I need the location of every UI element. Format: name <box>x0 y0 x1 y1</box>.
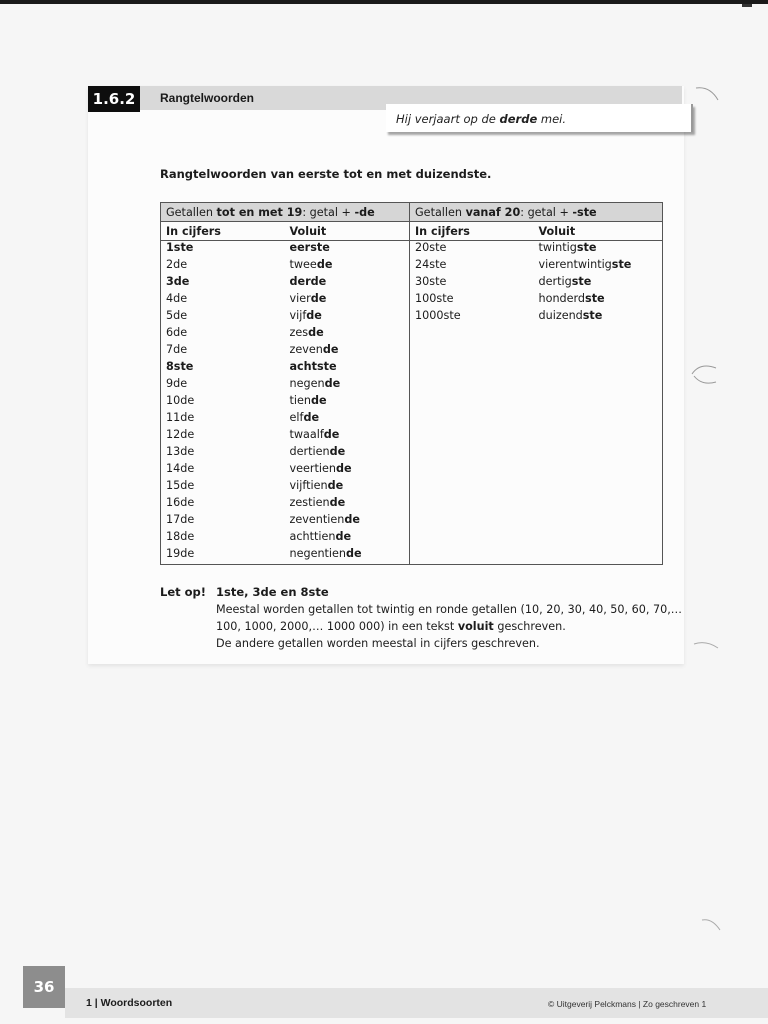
cell-word <box>285 530 410 547</box>
cell-word <box>285 411 410 428</box>
table-row <box>161 547 663 565</box>
group-left-suffix: -de <box>354 205 375 219</box>
word-stem: tien <box>289 394 311 407</box>
example-sentence <box>396 112 566 126</box>
table-row <box>161 292 663 309</box>
word-stem: dertien <box>289 445 330 458</box>
cell-word <box>285 513 410 530</box>
cell-number <box>161 411 285 428</box>
word-stem: twaalf <box>289 428 324 441</box>
cell-number <box>161 479 285 496</box>
table-row <box>161 377 663 394</box>
table-row <box>161 428 663 445</box>
word-suffix: de <box>306 309 322 322</box>
word-suffix: eerste <box>289 241 330 254</box>
cell-word <box>534 530 663 547</box>
scan-top-edge <box>0 0 768 4</box>
number-text: 1000ste <box>415 309 461 322</box>
note-line-2-post: geschreven. <box>493 620 566 633</box>
cell-number <box>161 360 285 377</box>
cell-number <box>161 496 285 513</box>
cell-number <box>410 377 534 394</box>
footer-credit: © Uitgeverij Pelckmans | Zo geschreven 1 <box>548 999 707 1009</box>
number-text: 9de <box>166 377 188 390</box>
scan-edge-mark <box>742 4 752 7</box>
table-row <box>161 394 663 411</box>
cell-number <box>410 530 534 547</box>
word-suffix: de <box>335 530 352 543</box>
number-text: 11de <box>166 411 195 424</box>
note-line-1: Meestal worden getallen tot twintig en ronde getallen (10, 20, 30, 40, 50, 60, 70,… <box>216 603 682 616</box>
word-stem: dertig <box>538 275 572 288</box>
word-stem: vijftien <box>289 479 328 492</box>
cell-word <box>534 479 663 496</box>
number-text: 17de <box>166 513 195 526</box>
word-suffix: ste <box>582 309 603 322</box>
cell-word <box>285 309 410 326</box>
cell-number <box>161 530 285 547</box>
table-row <box>161 462 663 479</box>
cell-number <box>410 445 534 462</box>
cell-number <box>410 241 534 259</box>
word-stem: elf <box>289 411 304 424</box>
word-stem: honderd <box>538 292 586 305</box>
word-suffix: achtste <box>289 360 337 373</box>
number-text: 10de <box>166 394 195 407</box>
group-right-post: : getal + <box>520 205 573 219</box>
binder-mark <box>700 914 730 934</box>
table-row <box>161 479 663 496</box>
word-suffix: de <box>303 411 320 424</box>
word-stem: vierentwintig <box>538 258 612 271</box>
table-row <box>161 445 663 462</box>
word-suffix: ste <box>611 258 632 271</box>
cell-number <box>410 513 534 530</box>
cell-number <box>410 258 534 275</box>
number-text: 14de <box>166 462 195 475</box>
note-line-2-bold: voluit <box>457 620 494 633</box>
cell-number <box>161 445 285 462</box>
cell-word <box>285 479 410 496</box>
table-row <box>161 258 663 275</box>
subheading: Rangtelwoorden van eerste tot en met duizendste. <box>160 167 492 181</box>
section-title: Rangtelwoorden <box>160 91 255 105</box>
cell-number <box>161 462 285 479</box>
word-suffix: de <box>310 292 327 305</box>
cell-word <box>534 462 663 479</box>
cell-word <box>534 292 663 309</box>
cell-word <box>534 428 663 445</box>
hole-punch-mark <box>690 360 722 388</box>
cell-number <box>161 292 285 309</box>
word-suffix: de <box>310 394 327 407</box>
word-suffix: de <box>329 496 346 509</box>
footer-chapter: 1 | Woordsoorten <box>86 997 173 1009</box>
cell-number <box>410 462 534 479</box>
table-row <box>161 343 663 360</box>
table-row <box>161 530 663 547</box>
cell-number <box>410 428 534 445</box>
group-header-left <box>161 203 410 222</box>
word-suffix: de <box>327 479 344 492</box>
number-text: 2de <box>166 258 188 271</box>
word-suffix: de <box>324 377 341 390</box>
group-right-pre: Getallen <box>415 205 466 219</box>
cell-number <box>410 343 534 360</box>
example-bold: derde <box>499 112 538 126</box>
cell-number <box>161 275 285 292</box>
cell-word <box>285 547 410 565</box>
column-header: Voluit <box>534 222 663 241</box>
cell-word <box>285 275 410 292</box>
number-text: 1ste <box>166 241 194 254</box>
binder-mark <box>692 638 724 658</box>
cell-word <box>534 343 663 360</box>
cell-word <box>534 377 663 394</box>
example-before: Hij verjaart op de <box>396 112 500 126</box>
cell-number <box>410 326 534 343</box>
word-stem: achttien <box>289 530 336 543</box>
word-stem: twee <box>289 258 317 271</box>
cell-number <box>161 309 285 326</box>
word-stem: zes <box>289 326 309 339</box>
cell-word <box>285 377 410 394</box>
section-number: 1.6.2 <box>88 86 140 112</box>
word-stem: twintig <box>538 241 577 254</box>
cell-number <box>161 547 285 565</box>
group-left-pre: Getallen <box>166 205 217 219</box>
number-text: 18de <box>166 530 195 543</box>
word-suffix: de <box>346 547 362 560</box>
cell-word <box>534 547 663 565</box>
group-left-bold: tot en met 19 <box>216 205 303 219</box>
ordinal-table <box>160 202 663 565</box>
number-text: 15de <box>166 479 195 492</box>
word-stem: veertien <box>289 462 336 475</box>
word-suffix: de <box>344 513 360 526</box>
cell-number <box>410 479 534 496</box>
cell-word <box>534 496 663 513</box>
cell-number <box>410 496 534 513</box>
group-left-post: : getal + <box>302 205 355 219</box>
group-right-bold: vanaf 20 <box>465 205 521 219</box>
cell-number <box>161 258 285 275</box>
column-header: In cijfers <box>410 222 534 241</box>
table-row <box>161 513 663 530</box>
word-stem: vijf <box>289 309 307 322</box>
number-text: 6de <box>166 326 188 339</box>
number-text: 7de <box>166 343 188 356</box>
cell-number <box>410 360 534 377</box>
note-label: Let op! <box>160 585 207 599</box>
word-suffix: de <box>322 343 339 356</box>
word-stem: zestien <box>289 496 330 509</box>
cell-word <box>534 326 663 343</box>
cell-word <box>534 309 663 326</box>
word-stem: zeventien <box>289 513 345 526</box>
column-header: In cijfers <box>161 222 285 241</box>
word-suffix: ste <box>571 275 592 288</box>
cell-number <box>161 513 285 530</box>
group-right-suffix: -ste <box>572 205 597 219</box>
number-text: 8ste <box>166 360 194 373</box>
word-suffix: de <box>329 445 346 458</box>
cell-word <box>285 258 410 275</box>
cell-word <box>285 292 410 309</box>
column-header: Voluit <box>285 222 410 241</box>
number-text: 13de <box>166 445 195 458</box>
word-suffix: de <box>323 428 340 441</box>
cell-word <box>285 496 410 513</box>
number-text: 30ste <box>415 275 447 288</box>
number-text: 12de <box>166 428 195 441</box>
table-row <box>161 275 663 292</box>
binder-mark <box>694 84 724 104</box>
cell-word <box>534 394 663 411</box>
word-stem: vier <box>289 292 311 305</box>
cell-word <box>285 428 410 445</box>
cell-number <box>161 394 285 411</box>
cell-word <box>285 326 410 343</box>
number-text: 5de <box>166 309 188 322</box>
word-suffix: de <box>316 258 333 271</box>
cell-number <box>410 394 534 411</box>
cell-number <box>410 275 534 292</box>
number-text: 16de <box>166 496 195 509</box>
cell-word <box>285 394 410 411</box>
note-line-2-pre: 100, 1000, 2000,… 1000 000) in een tekst <box>216 620 458 633</box>
cell-number <box>161 343 285 360</box>
note-heading: 1ste, 3de en 8ste <box>216 585 329 599</box>
word-suffix: de <box>335 462 352 475</box>
cell-word <box>534 513 663 530</box>
cell-word <box>534 445 663 462</box>
word-stem: negen <box>289 377 325 390</box>
word-stem: zeven <box>289 343 323 356</box>
cell-number <box>161 428 285 445</box>
group-header-right <box>410 203 663 222</box>
note-line-2 <box>216 620 566 633</box>
cell-number <box>161 377 285 394</box>
number-text: 20ste <box>415 241 447 254</box>
cell-number <box>410 309 534 326</box>
cell-word <box>285 241 410 259</box>
cell-word <box>285 360 410 377</box>
word-suffix: ste <box>576 241 597 254</box>
cell-word <box>285 462 410 479</box>
example-after: mei. <box>537 112 567 126</box>
cell-word <box>285 343 410 360</box>
word-suffix: ste <box>585 292 605 305</box>
note-line-3: De andere getallen worden meestal in cijfers geschreven. <box>216 637 540 650</box>
word-stem: negentien <box>289 547 347 560</box>
cell-number <box>410 292 534 309</box>
table-row <box>161 360 663 377</box>
page-number: 36 <box>23 966 65 1008</box>
cell-number <box>161 241 285 259</box>
number-text: 19de <box>166 547 195 560</box>
number-text: 24ste <box>415 258 447 271</box>
cell-word <box>534 241 663 259</box>
cell-word <box>534 275 663 292</box>
word-suffix: derde <box>289 275 327 288</box>
cell-word <box>285 445 410 462</box>
cell-number <box>161 326 285 343</box>
number-text: 100ste <box>415 292 454 305</box>
number-text: 3de <box>166 275 190 288</box>
cell-number <box>410 411 534 428</box>
word-stem: duizend <box>538 309 583 322</box>
table-row <box>161 326 663 343</box>
cell-word <box>534 411 663 428</box>
cell-number <box>410 547 534 565</box>
word-suffix: de <box>308 326 324 339</box>
cell-word <box>534 360 663 377</box>
table-row <box>161 496 663 513</box>
cell-word <box>534 258 663 275</box>
table-row <box>161 309 663 326</box>
number-text: 4de <box>166 292 188 305</box>
table-row <box>161 241 663 259</box>
table-row <box>161 411 663 428</box>
